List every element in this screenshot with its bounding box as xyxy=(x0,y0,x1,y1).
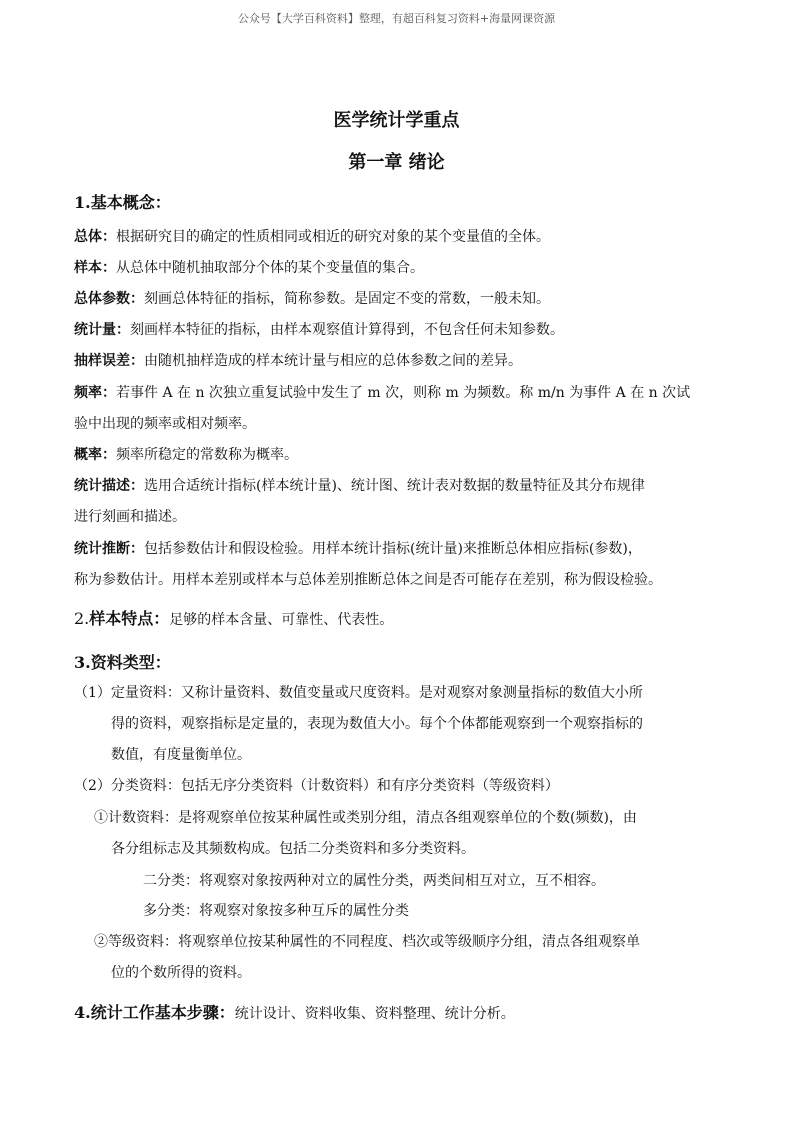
section3-heading: 3.资料类型： xyxy=(74,653,171,672)
data-type-line: （2）分类资料：包括无序分类资料（计数资料）和有序分类资料（等级资料） xyxy=(74,778,559,794)
data-type-line: 数值，有度量衡单位。 xyxy=(111,747,251,763)
concept-item: 抽样误差：由随机抽样造成的样本统计量与相应的总体参数之间的差异。 xyxy=(74,353,522,369)
data-type-line: 得的资料，观察指标是定量的，表现为数值大小。每个个体都能观察到一个观察指标的 xyxy=(111,716,643,732)
data-type-line: 各分组标志及其频数构成。包括二分类资料和多分类资料。 xyxy=(111,841,475,857)
concept-item: 频率：若事件 A 在 n 次独立重复试验中发生了 m 次，则称 m 为频数。称 m/n 为事件 A 在 n 次试 验中出现的频率或相对频率。 xyxy=(74,385,691,432)
concept-item: 统计量：刻画样本特征的指标，由样本观察值计算得到，不包含任何未知参数。 xyxy=(74,322,564,338)
doc-title: 医学统计学重点 xyxy=(333,110,460,131)
data-type-line: 二分类：将观察对象按两种对立的属性分类，两类间相互对立，互不相容。 xyxy=(143,873,605,889)
data-type-line: ②等级资料：将观察单位按某种属性的不同程度、档次或等级顺序分组，清点各组观察单 xyxy=(94,934,640,950)
data-type-line: ①计数资料：是将观察单位按某种属性或类别分组，清点各组观察单位的个数(频数)，由 xyxy=(94,810,637,826)
chapter-title: 第一章 绪论 xyxy=(348,152,445,173)
page-header: 公众号【大学百科资料】整理，有超百科复习资料+海量网课资源 xyxy=(237,12,556,25)
section2: 2.样本特点：足够的样本含量、可靠性、代表性。 xyxy=(74,609,394,628)
concept-item: 概率：频率所稳定的常数称为概率。 xyxy=(74,447,298,463)
concept-item: 总体参数：刻画总体特征的指标，简称参数。是固定不变的常数，一般未知。 xyxy=(74,291,550,307)
section1-heading: 1.基本概念： xyxy=(74,193,171,212)
data-type-line: 位的个数所得的资料。 xyxy=(111,965,251,981)
concept-item: 样本：从总体中随机抽取部分个体的某个变量值的集合。 xyxy=(74,260,424,276)
concept-item: 统计推断：包括参数估计和假设检验。用样本统计指标(统计量)来推断总体相应指标(参数)， 称为参数估计。用样本差别或样本与总体差别推断总体之间是否可能存在差别，称为假设检验。 xyxy=(74,541,662,588)
concept-item: 总体：根据研究目的确定的性质相同或相近的研究对象的某个变量值的全体。 xyxy=(74,229,550,245)
section4: 4.统计工作基本步骤：统计设计、资料收集、资料整理、统计分析。 xyxy=(74,1003,515,1022)
concept-item: 统计描述：选用合适统计指标(样本统计量)、统计图、统计表对数据的数量特征及其分布规律 进行刻画和描述。 xyxy=(74,478,645,525)
data-type-line: （1）定量资料：又称计量资料、数值变量或尺度资料。是对观察对象测量指标的数值大小所 xyxy=(74,685,643,701)
data-type-line: 多分类：将观察对象按多种互斥的属性分类 xyxy=(143,903,409,919)
